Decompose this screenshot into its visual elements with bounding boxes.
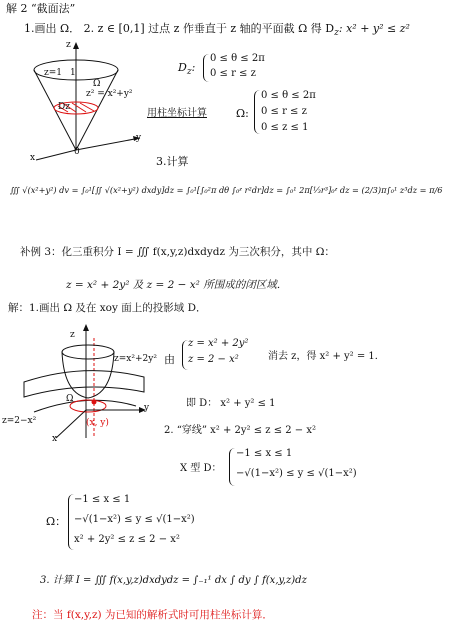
fig2-z-axis: z xyxy=(70,330,75,340)
fig1-x-label: x xyxy=(30,153,36,163)
fig1-dz-label: Dz xyxy=(58,102,70,112)
fig1-one-label: 1 xyxy=(70,68,76,78)
sys1-prefix: 由 xyxy=(164,353,175,366)
xtype-label: X 型 D： xyxy=(180,463,222,474)
omega2-sys-3: x² + 2y² ≤ z ≤ 2 − x² xyxy=(74,534,180,545)
omega-brace-1 xyxy=(254,90,260,134)
fig2-lower-surface: z=2−x² xyxy=(2,416,37,426)
sys1-eq1: z = x² + 2y² xyxy=(188,338,249,349)
example3-region: z = x² + 2y² 及 z = 2 − x² 所围成的闭区域． xyxy=(66,279,288,291)
xtype-sys-1: −1 ≤ x ≤ 1 xyxy=(236,448,293,459)
omega-label-2: Ω： xyxy=(46,515,67,528)
xtype-brace xyxy=(229,448,235,486)
omega-sys-1: 0 ≤ θ ≤ 2π xyxy=(261,90,316,101)
omega-label-1: Ω: xyxy=(236,107,249,120)
dz-brace xyxy=(203,54,209,82)
dz-label: $D_z$: xyxy=(178,61,196,78)
sys1-eq2: z = 2 − x² xyxy=(188,354,239,365)
xtype-sys-2: −√(1−x²) ≤ y ≤ √(1−x²) xyxy=(236,468,357,479)
example3-title: 补例 3：化三重积分 I = ∭ f(x,y,z)dxdydz 为三次积分，其中 Ω： xyxy=(20,246,335,258)
fig1-omega-label: Ω xyxy=(93,79,101,89)
fig2-point-label: (x, y) xyxy=(86,418,109,428)
elimination-text: 消去 z，得 x² + y² = 1． xyxy=(268,351,385,362)
fig1-origin-label: 0 xyxy=(74,147,80,157)
fig1-z-axis: z xyxy=(66,40,71,50)
projection-domain: 即 D： x² + y² ≤ 1 xyxy=(186,398,276,409)
fig1-y-label: y xyxy=(136,133,142,143)
step3-label: 3.计算 xyxy=(156,155,189,168)
section-heading: 解 2 “截面法” xyxy=(6,2,76,15)
cone-figure xyxy=(28,42,168,162)
cylindrical-text: 用柱坐标计算 xyxy=(147,108,207,119)
fig1-surface-label: z² = x²+y² xyxy=(86,89,133,99)
dz-sys-2: 0 ≤ r ≤ z xyxy=(210,68,256,79)
omega2-sys-2: −√(1−x²) ≤ y ≤ √(1−x²) xyxy=(74,514,195,525)
fig2-omega-label: Ω xyxy=(66,394,74,404)
omega-sys-2: 0 ≤ r ≤ z xyxy=(261,106,307,117)
omega2-sys-1: −1 ≤ x ≤ 1 xyxy=(74,494,131,505)
calc-equation: ∭ √(x²+y²) dv = ∫₀¹[∬ √(x²+y²) dxdy]dz = ∫₀¹[∫₀²π dθ ∫₀ᶻ r²dr]dz = ∫₀¹ 2π[⅓r³]₀ᶻ dz = (2/3)π∫₀¹ z³dz = π/6 xyxy=(10,185,443,195)
fig1-z1-label: z=1 xyxy=(44,68,63,78)
step1-text: 1.画出 Ω． 2. z ∈ [0,1] 过点 z 作垂直于 z 轴的平面截 Ω 得 $D_z$: x² + y² ≤ z² xyxy=(24,22,410,39)
step3-calc: 3. 计算 I = ∭ f(x,y,z)dxdydz = ∫₋₁¹ dx ∫ dy ∫ f(x,y,z)dz xyxy=(40,575,307,586)
dz-sys-1: 0 ≤ θ ≤ 2π xyxy=(210,53,265,64)
note-text: 注：当 f(x,y,z) 为已知的解析式时可用柱坐标计算． xyxy=(32,609,273,621)
omega-sys-3: 0 ≤ z ≤ 1 xyxy=(261,122,309,133)
solution-step1: 解：1.画出 Ω 及在 xoy 面上的投影域 D． xyxy=(8,302,207,314)
step2-text: 2. “穿线” x² + 2y² ≤ z ≤ 2 − x² xyxy=(164,425,317,436)
fig2-x-label: x xyxy=(52,434,58,444)
fig2-y-label: y xyxy=(144,403,150,413)
fig2-upper-surface: z=x²+2y² xyxy=(114,354,157,364)
